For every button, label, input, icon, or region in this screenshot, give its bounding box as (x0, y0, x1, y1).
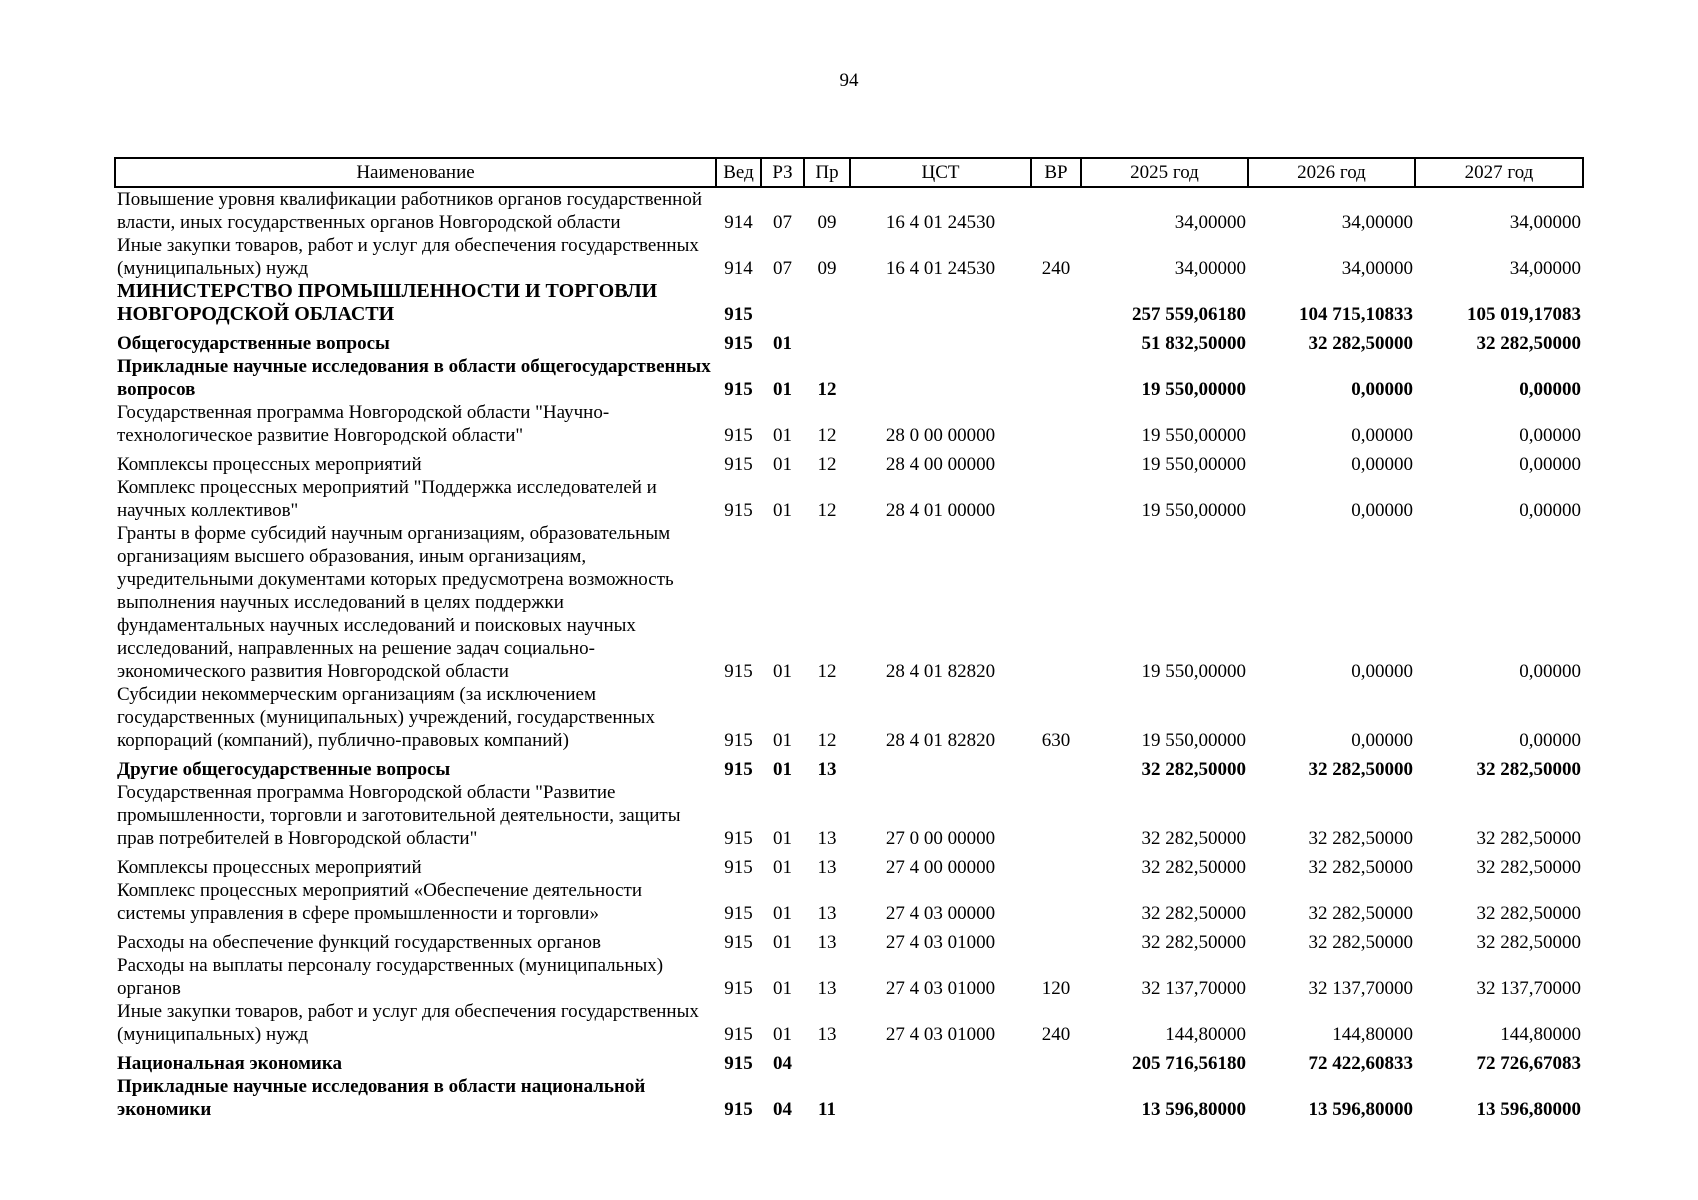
row-rz (761, 280, 804, 326)
row-name: Комплекс процессных мероприятий "Поддержка исследователей и научных коллективов" (117, 477, 657, 521)
row-pr: 12 (817, 730, 837, 751)
row-name: Национальная экономика (117, 1053, 343, 1074)
row-pr: 12 (817, 379, 837, 400)
table-row (115, 522, 1583, 683)
row-rz: 04 (773, 1099, 792, 1120)
row-ved: 915 (724, 932, 753, 953)
row-pr: 13 (817, 828, 837, 849)
row-name: Расходы на выплаты персоналу государственных (муниципальных) органов (117, 955, 664, 999)
row-vr (1031, 1046, 1081, 1075)
row-rz: 01 (773, 828, 792, 849)
row-2027: 0,00000 (1519, 425, 1581, 446)
row-rz: 01 (773, 661, 792, 682)
row-2025: 34,00000 (1174, 258, 1246, 279)
row-rz: 07 (773, 212, 792, 233)
row-2025: 19 550,00000 (1141, 454, 1246, 475)
row-2025: 19 550,00000 (1141, 661, 1246, 682)
row-name: Прикладные научные исследования в области общегосударственных вопросов (117, 356, 711, 400)
row-vr (1031, 752, 1081, 781)
col-header-pr: Пр (804, 158, 850, 187)
row-2026: 104 715,10833 (1299, 304, 1413, 325)
row-vr (1031, 447, 1081, 476)
row-2026: 34,00000 (1341, 212, 1413, 233)
row-name: Государственная программа Новгородской области "Развитие промышленности, торговли и заготовительной деятельности, защиты прав потребителей в Новгородской области" (117, 782, 681, 849)
table-row (115, 954, 1583, 1000)
row-pr: 11 (818, 1099, 836, 1120)
row-cst: 27 4 00 00000 (885, 857, 996, 878)
row-name: Общегосударственные вопросы (117, 333, 390, 354)
row-name: Иные закупки товаров, работ и услуг для обеспечения государственных (муниципальных) нужд (117, 235, 699, 279)
row-cst: 16 4 01 24530 (885, 258, 996, 279)
row-vr (1031, 781, 1081, 850)
row-2027: 32 282,50000 (1476, 333, 1581, 354)
row-2027: 34,00000 (1509, 258, 1581, 279)
row-2027: 32 282,50000 (1476, 828, 1581, 849)
table-row (115, 355, 1583, 401)
row-rz: 01 (773, 857, 792, 878)
row-2027: 0,00000 (1519, 500, 1581, 521)
row-vr (1031, 522, 1081, 683)
row-2025: 34,00000 (1174, 212, 1246, 233)
row-name: Субсидии некоммерческим организациям (за исключением государственных (муниципальных) учреждений, государственных корпораций (компаний), публично-правовых компаний) (117, 684, 655, 751)
row-cst: 27 4 03 01000 (885, 932, 996, 953)
row-ved: 915 (724, 828, 753, 849)
row-ved: 915 (724, 1024, 753, 1045)
col-header-rz: РЗ (761, 158, 804, 187)
row-2026: 32 137,70000 (1308, 978, 1413, 999)
row-pr: 12 (817, 661, 837, 682)
row-rz: 01 (773, 454, 792, 475)
table-row (115, 326, 1583, 355)
row-2026: 32 282,50000 (1308, 903, 1413, 924)
row-cst (850, 326, 1031, 355)
row-rz: 04 (773, 1053, 792, 1074)
row-ved: 915 (724, 857, 753, 878)
budget-table (114, 157, 1584, 1121)
row-2027: 0,00000 (1519, 661, 1581, 682)
row-2025: 51 832,50000 (1141, 333, 1246, 354)
table-row (115, 187, 1583, 234)
row-rz: 01 (773, 903, 792, 924)
row-cst: 16 4 01 24530 (885, 212, 996, 233)
row-cst: 28 0 00 00000 (885, 425, 996, 446)
row-ved: 915 (724, 661, 753, 682)
row-ved: 915 (724, 333, 753, 354)
row-cst: 27 4 03 01000 (885, 978, 996, 999)
row-2027: 32 137,70000 (1476, 978, 1581, 999)
row-ved: 915 (724, 903, 753, 924)
row-ved: 915 (724, 304, 753, 325)
row-rz: 01 (773, 730, 792, 751)
row-vr (1031, 850, 1081, 879)
row-cst: 28 4 01 00000 (885, 500, 996, 521)
row-ved: 915 (724, 1099, 753, 1120)
row-pr: 13 (817, 932, 837, 953)
row-ved: 915 (724, 978, 753, 999)
row-2026: 32 282,50000 (1308, 828, 1413, 849)
row-vr: 240 (1041, 1024, 1071, 1045)
row-name: Другие общегосударственные вопросы (117, 759, 451, 780)
row-name: Иные закупки товаров, работ и услуг для обеспечения государственных (муниципальных) нужд (117, 1001, 699, 1045)
row-pr: 13 (817, 759, 837, 780)
row-vr (1031, 476, 1081, 522)
table-row (115, 781, 1583, 850)
row-2025: 32 282,50000 (1141, 932, 1246, 953)
row-vr (1031, 401, 1081, 447)
row-pr: 12 (817, 425, 837, 446)
row-rz: 01 (773, 500, 792, 521)
row-2025: 205 716,56180 (1132, 1053, 1246, 1074)
row-2027: 0,00000 (1519, 454, 1581, 475)
row-cst (850, 355, 1031, 401)
row-2026: 34,00000 (1341, 258, 1413, 279)
row-2027: 105 019,17083 (1467, 304, 1581, 325)
row-ved: 915 (724, 1053, 753, 1074)
row-2027: 0,00000 (1519, 730, 1581, 751)
row-2026: 32 282,50000 (1308, 759, 1413, 780)
table-row (115, 1075, 1583, 1121)
row-2026: 0,00000 (1351, 425, 1413, 446)
row-name: Повышение уровня квалификации работников органов государственной власти, иных государственных органов Новгородской области (117, 189, 702, 233)
table-row (115, 752, 1583, 781)
row-2027: 32 282,50000 (1476, 932, 1581, 953)
row-2027: 34,00000 (1509, 212, 1581, 233)
row-cst: 27 4 03 01000 (885, 1024, 996, 1045)
row-pr: 13 (817, 1024, 837, 1045)
table-row (115, 280, 1583, 326)
table-row (115, 1000, 1583, 1046)
row-2026: 0,00000 (1351, 661, 1413, 682)
row-rz: 01 (773, 759, 792, 780)
col-header-2025: 2025 год (1081, 158, 1248, 187)
row-pr: 09 (817, 258, 837, 279)
row-cst (850, 1046, 1031, 1075)
row-ved: 914 (724, 258, 753, 279)
table-row (115, 234, 1583, 280)
row-2026: 0,00000 (1351, 454, 1413, 475)
row-vr (1031, 1075, 1081, 1121)
row-name: Расходы на обеспечение функций государственных органов (117, 932, 601, 953)
row-2027: 32 282,50000 (1476, 857, 1581, 878)
row-rz: 01 (773, 932, 792, 953)
row-rz: 01 (773, 333, 792, 354)
table-row (115, 401, 1583, 447)
row-2026: 72 422,60833 (1308, 1053, 1413, 1074)
row-name: Гранты в форме субсидий научным организациям, образовательным организациям высшего образования, иным организациям, учредительными документами которых предусмотрена возможность выполнения научных исследований в целях поддержки фундаментальных научных исследований и поисковых научных исследований, направленных на решение задач социально-экономического развития Новгородской области (117, 523, 674, 682)
row-2025: 19 550,00000 (1141, 379, 1246, 400)
row-pr: 12 (817, 454, 837, 475)
row-vr (1031, 355, 1081, 401)
row-rz: 01 (773, 425, 792, 446)
row-cst: 28 4 01 82820 (885, 661, 996, 682)
header-row (115, 158, 1583, 187)
row-cst (850, 1075, 1031, 1121)
row-2025: 19 550,00000 (1141, 730, 1246, 751)
row-2025: 32 137,70000 (1141, 978, 1246, 999)
row-vr (1031, 925, 1081, 954)
row-name: Комплексы процессных мероприятий (117, 857, 422, 878)
row-2027: 72 726,67083 (1476, 1053, 1581, 1074)
row-2025: 19 550,00000 (1141, 425, 1246, 446)
row-2027: 13 596,80000 (1476, 1099, 1581, 1120)
row-vr (1031, 879, 1081, 925)
row-2026: 0,00000 (1351, 500, 1413, 521)
row-2025: 144,80000 (1165, 1024, 1246, 1045)
table-row (115, 476, 1583, 522)
row-2026: 0,00000 (1351, 730, 1413, 751)
row-rz: 01 (773, 379, 792, 400)
row-vr (1031, 280, 1081, 326)
row-vr (1031, 187, 1081, 234)
row-vr (1031, 326, 1081, 355)
row-cst: 28 4 01 82820 (885, 730, 996, 751)
row-2026: 32 282,50000 (1308, 333, 1413, 354)
row-ved: 915 (724, 425, 753, 446)
col-header-cst: ЦСТ (850, 158, 1031, 187)
row-name: МИНИСТЕРСТВО ПРОМЫШЛЕННОСТИ И ТОРГОВЛИ НОВГОРОДСКОЙ ОБЛАСТИ (117, 280, 658, 325)
row-2026: 0,00000 (1351, 379, 1413, 400)
row-ved: 915 (724, 759, 753, 780)
row-pr: 13 (817, 903, 837, 924)
row-2027: 32 282,50000 (1476, 759, 1581, 780)
row-ved: 915 (724, 454, 753, 475)
table-row (115, 1046, 1583, 1075)
row-ved: 914 (724, 212, 753, 233)
row-pr (804, 280, 850, 326)
row-pr (804, 326, 850, 355)
row-rz: 01 (773, 1024, 792, 1045)
row-cst (850, 752, 1031, 781)
row-ved: 915 (724, 500, 753, 521)
row-pr: 13 (817, 857, 837, 878)
row-name: Комплекс процессных мероприятий «Обеспечение деятельности системы управления в сфере промышленности и торговли» (117, 880, 643, 924)
row-cst: 27 4 03 00000 (885, 903, 996, 924)
row-cst: 27 0 00 00000 (885, 828, 996, 849)
row-2025: 257 559,06180 (1132, 304, 1246, 325)
row-2025: 19 550,00000 (1141, 500, 1246, 521)
col-header-vr: ВР (1031, 158, 1081, 187)
table-row (115, 683, 1583, 752)
table-row (115, 879, 1583, 925)
row-2025: 32 282,50000 (1141, 857, 1246, 878)
row-pr: 09 (817, 212, 837, 233)
row-2026: 144,80000 (1332, 1024, 1413, 1045)
row-2027: 32 282,50000 (1476, 903, 1581, 924)
row-ved: 915 (724, 730, 753, 751)
row-name: Прикладные научные исследования в области национальной экономики (117, 1076, 646, 1120)
row-2027: 144,80000 (1500, 1024, 1581, 1045)
row-2026: 32 282,50000 (1308, 857, 1413, 878)
row-2026: 13 596,80000 (1308, 1099, 1413, 1120)
row-pr (804, 1046, 850, 1075)
row-ved: 915 (724, 379, 753, 400)
row-vr: 630 (1041, 730, 1071, 751)
row-2025: 32 282,50000 (1141, 828, 1246, 849)
row-vr: 120 (1041, 978, 1071, 999)
table-row (115, 925, 1583, 954)
row-rz: 07 (773, 258, 792, 279)
row-cst: 28 4 00 00000 (885, 454, 996, 475)
col-header-name: Наименование (115, 158, 716, 187)
row-2026: 32 282,50000 (1308, 932, 1413, 953)
row-rz: 01 (773, 978, 792, 999)
table-row (115, 850, 1583, 879)
row-cst (850, 280, 1031, 326)
page-number: 94 (839, 70, 859, 91)
col-header-2026: 2026 год (1248, 158, 1415, 187)
col-header-2027: 2027 год (1415, 158, 1583, 187)
row-pr: 12 (817, 500, 837, 521)
row-vr: 240 (1041, 258, 1071, 279)
table-row (115, 447, 1583, 476)
row-2025: 32 282,50000 (1141, 903, 1246, 924)
row-pr: 13 (817, 978, 837, 999)
row-name: Государственная программа Новгородской области "Научно-технологическое развитие Новгородской области" (117, 402, 610, 446)
col-header-ved: Вед (716, 158, 761, 187)
row-name: Комплексы процессных мероприятий (117, 454, 422, 475)
row-2027: 0,00000 (1519, 379, 1581, 400)
row-2025: 32 282,50000 (1141, 759, 1246, 780)
row-2025: 13 596,80000 (1141, 1099, 1246, 1120)
